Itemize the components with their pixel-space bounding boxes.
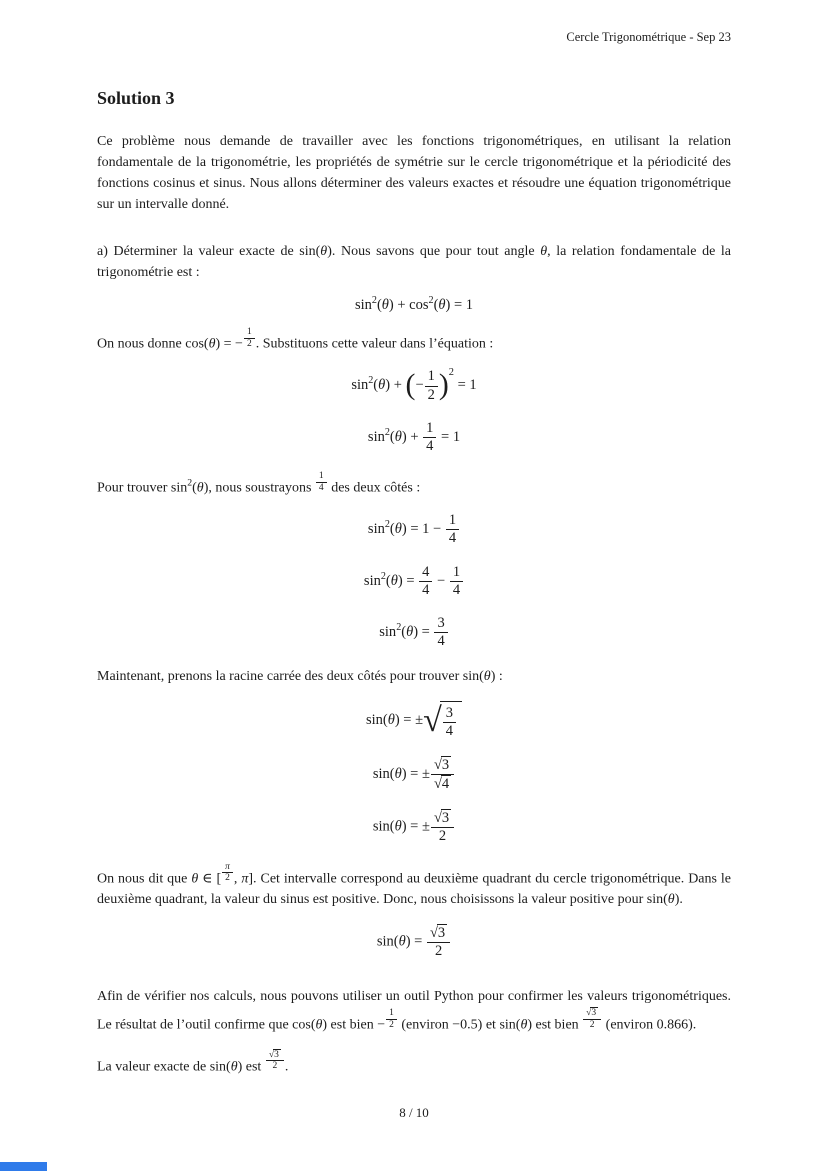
equation-four-fourths: $\sin^2(\theta)$ = $\frac{4}{4}$ − $\frac{1}{4}$	[97, 564, 731, 599]
paragraph-part-a: a) Déterminer la valeur exacte de sin(θ). Nous savons que pour tout angle θ, la relation fondamentale de la trigonométrie est :	[97, 244, 731, 280]
document-content	[97, 88, 731, 1090]
paragraph-verification: Afin de vérifier nos calculs, nous pouvons utiliser un outil Python pour confirmer les valeurs trigonométriques. Le résultat de l’outil confirme que cos(θ) est bien − $\frac{1}{2}$ (environ −0.5) et sin(θ) est bien $\frac{√3}{2}$ (environ 0.866).	[97, 989, 731, 1033]
page-number: 8 / 10	[399, 1105, 429, 1120]
equation-plus-quarter: $\sin^2(\theta)$ + $\frac{1}{4}$ = 1	[367, 419, 461, 454]
equation-three-fourths: $\sin^2(\theta)$ = $\frac{3}{4}$	[97, 615, 731, 650]
paragraph-interval: On nous dit que θ ∈ [ $\frac{\pi}{2}$ , π]. Cet intervalle correspond au deuxième quadrant du cercle trigonométrique. Dans le deuxième quadrant, la valeur du sinus est positive. Donc, nous choisissons la valeur positive pour sin(θ).	[97, 861, 732, 907]
equation-sqrt3-over-sqrt4: sin(θ) = ± $\frac{√3}{√4}$	[97, 756, 731, 793]
page-progress-bar	[0, 1162, 47, 1171]
paragraph-subtract: Pour trouver $\sin^2(\theta)$, nous soustrayons $\frac{1}{4}$ des deux côtés :	[97, 470, 421, 496]
page-header: Cercle Trigonométrique - Sep 23	[566, 30, 731, 44]
equation-substitution: $\sin^2(\theta)$ + (− $\frac{1}{2}$ )$^2$ = 1	[351, 367, 477, 403]
paragraph-intro: Ce problème nous demande de travailler avec les fonctions trigonométriques, en utilisant la relation fondamentale de la trigonométrie, les propriétés de symétrie sur le cercle trigonométrique et la périodicité des fonctions cosinus et sinus. Nous allons déterminer des valeurs exactes et résoudre une équation trigonométrique sur un intervalle donné.	[97, 134, 731, 212]
equation-fundamental-identity: $\sin^2(\theta) + \cos^2(\theta) = 1$	[354, 295, 474, 313]
equation-plusminus-sqrt3-over-2: sin(θ) = ± $\frac{√3}{2}$	[97, 809, 731, 845]
equation-sqrt-three-fourths: sin(θ) = ± √ $\frac{3}{4}$	[97, 701, 731, 740]
equation-one-minus-quarter: $\sin^2(\theta) = 1$ − $\frac{1}{4}$	[97, 512, 731, 547]
page-title: Solution 3	[97, 88, 175, 108]
paragraph-given-cos: On nous donne cos(θ) = − $\frac{1}{2}$ . Substituons cette valeur dans l’équation :	[97, 327, 494, 352]
paragraph-square-root: Maintenant, prenons la racine carrée des deux côtés pour trouver sin(θ) :	[97, 668, 503, 684]
paragraph-exact-value: La valeur exacte de sin(θ) est $\frac{√3}{2}$ .	[97, 1049, 289, 1074]
equation-final-sin: sin(θ) = $\frac{√3}{2}$	[97, 924, 731, 960]
